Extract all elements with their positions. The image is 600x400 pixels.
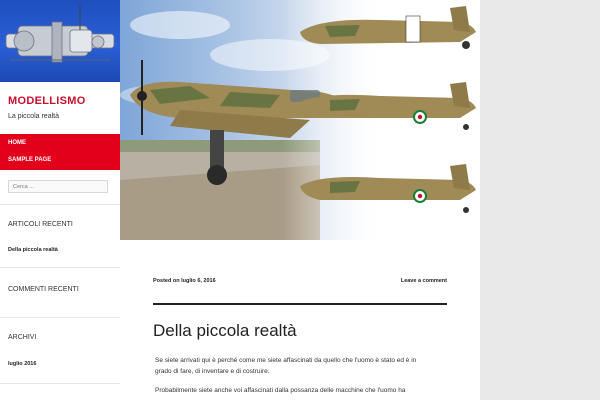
engine-logo-image <box>0 0 120 82</box>
main-navigation <box>0 134 120 170</box>
post-meta <box>153 278 216 284</box>
divider <box>0 267 120 268</box>
divider <box>0 383 120 384</box>
paragraph-line: Se siete arrivati qui è perché come me siete affascinati da quello che l'uomo è stato ed è in <box>155 357 417 364</box>
recent-post-link[interactable]: Della piccola realtà <box>8 247 58 253</box>
site-description: La piccola realtà <box>8 113 59 120</box>
posted-on-label: Posted on <box>153 278 180 284</box>
nav-item-home[interactable]: HOME <box>8 140 26 146</box>
post-paragraph <box>155 385 447 396</box>
site-title[interactable]: MODELLISMO <box>8 95 86 107</box>
leave-comment-link[interactable]: Leave a comment <box>400 278 447 284</box>
right-background <box>480 0 600 400</box>
separator-rule <box>153 303 447 305</box>
post-content <box>120 240 480 400</box>
post-paragraph <box>155 355 447 377</box>
post-title[interactable]: Della piccola realtà <box>153 321 297 340</box>
airplanes-illustration <box>120 0 480 240</box>
paragraph-line: grado di fare, di inventare e di costruire. <box>155 368 270 375</box>
divider <box>0 317 120 318</box>
header-image[interactable] <box>120 0 480 240</box>
archive-link[interactable]: luglio 2016 <box>8 361 37 367</box>
search-input[interactable] <box>8 180 108 193</box>
sidebar <box>0 0 121 400</box>
paragraph-line: Probabilmente siete anche voi affascinati dalla possanza delle macchine che l'uomo ha <box>155 387 406 394</box>
widget-title-archives: ARCHIVI <box>8 334 37 341</box>
widget-title-recent-posts: ARTICOLI RECENTI <box>8 221 73 228</box>
widget-title-recent-comments: COMMENTI RECENTI <box>8 286 79 293</box>
divider <box>0 204 120 205</box>
site-logo[interactable] <box>0 0 120 82</box>
nav-item-sample-page[interactable]: SAMPLE PAGE <box>8 157 52 163</box>
post-date-link[interactable]: luglio 6, 2016 <box>181 278 216 284</box>
